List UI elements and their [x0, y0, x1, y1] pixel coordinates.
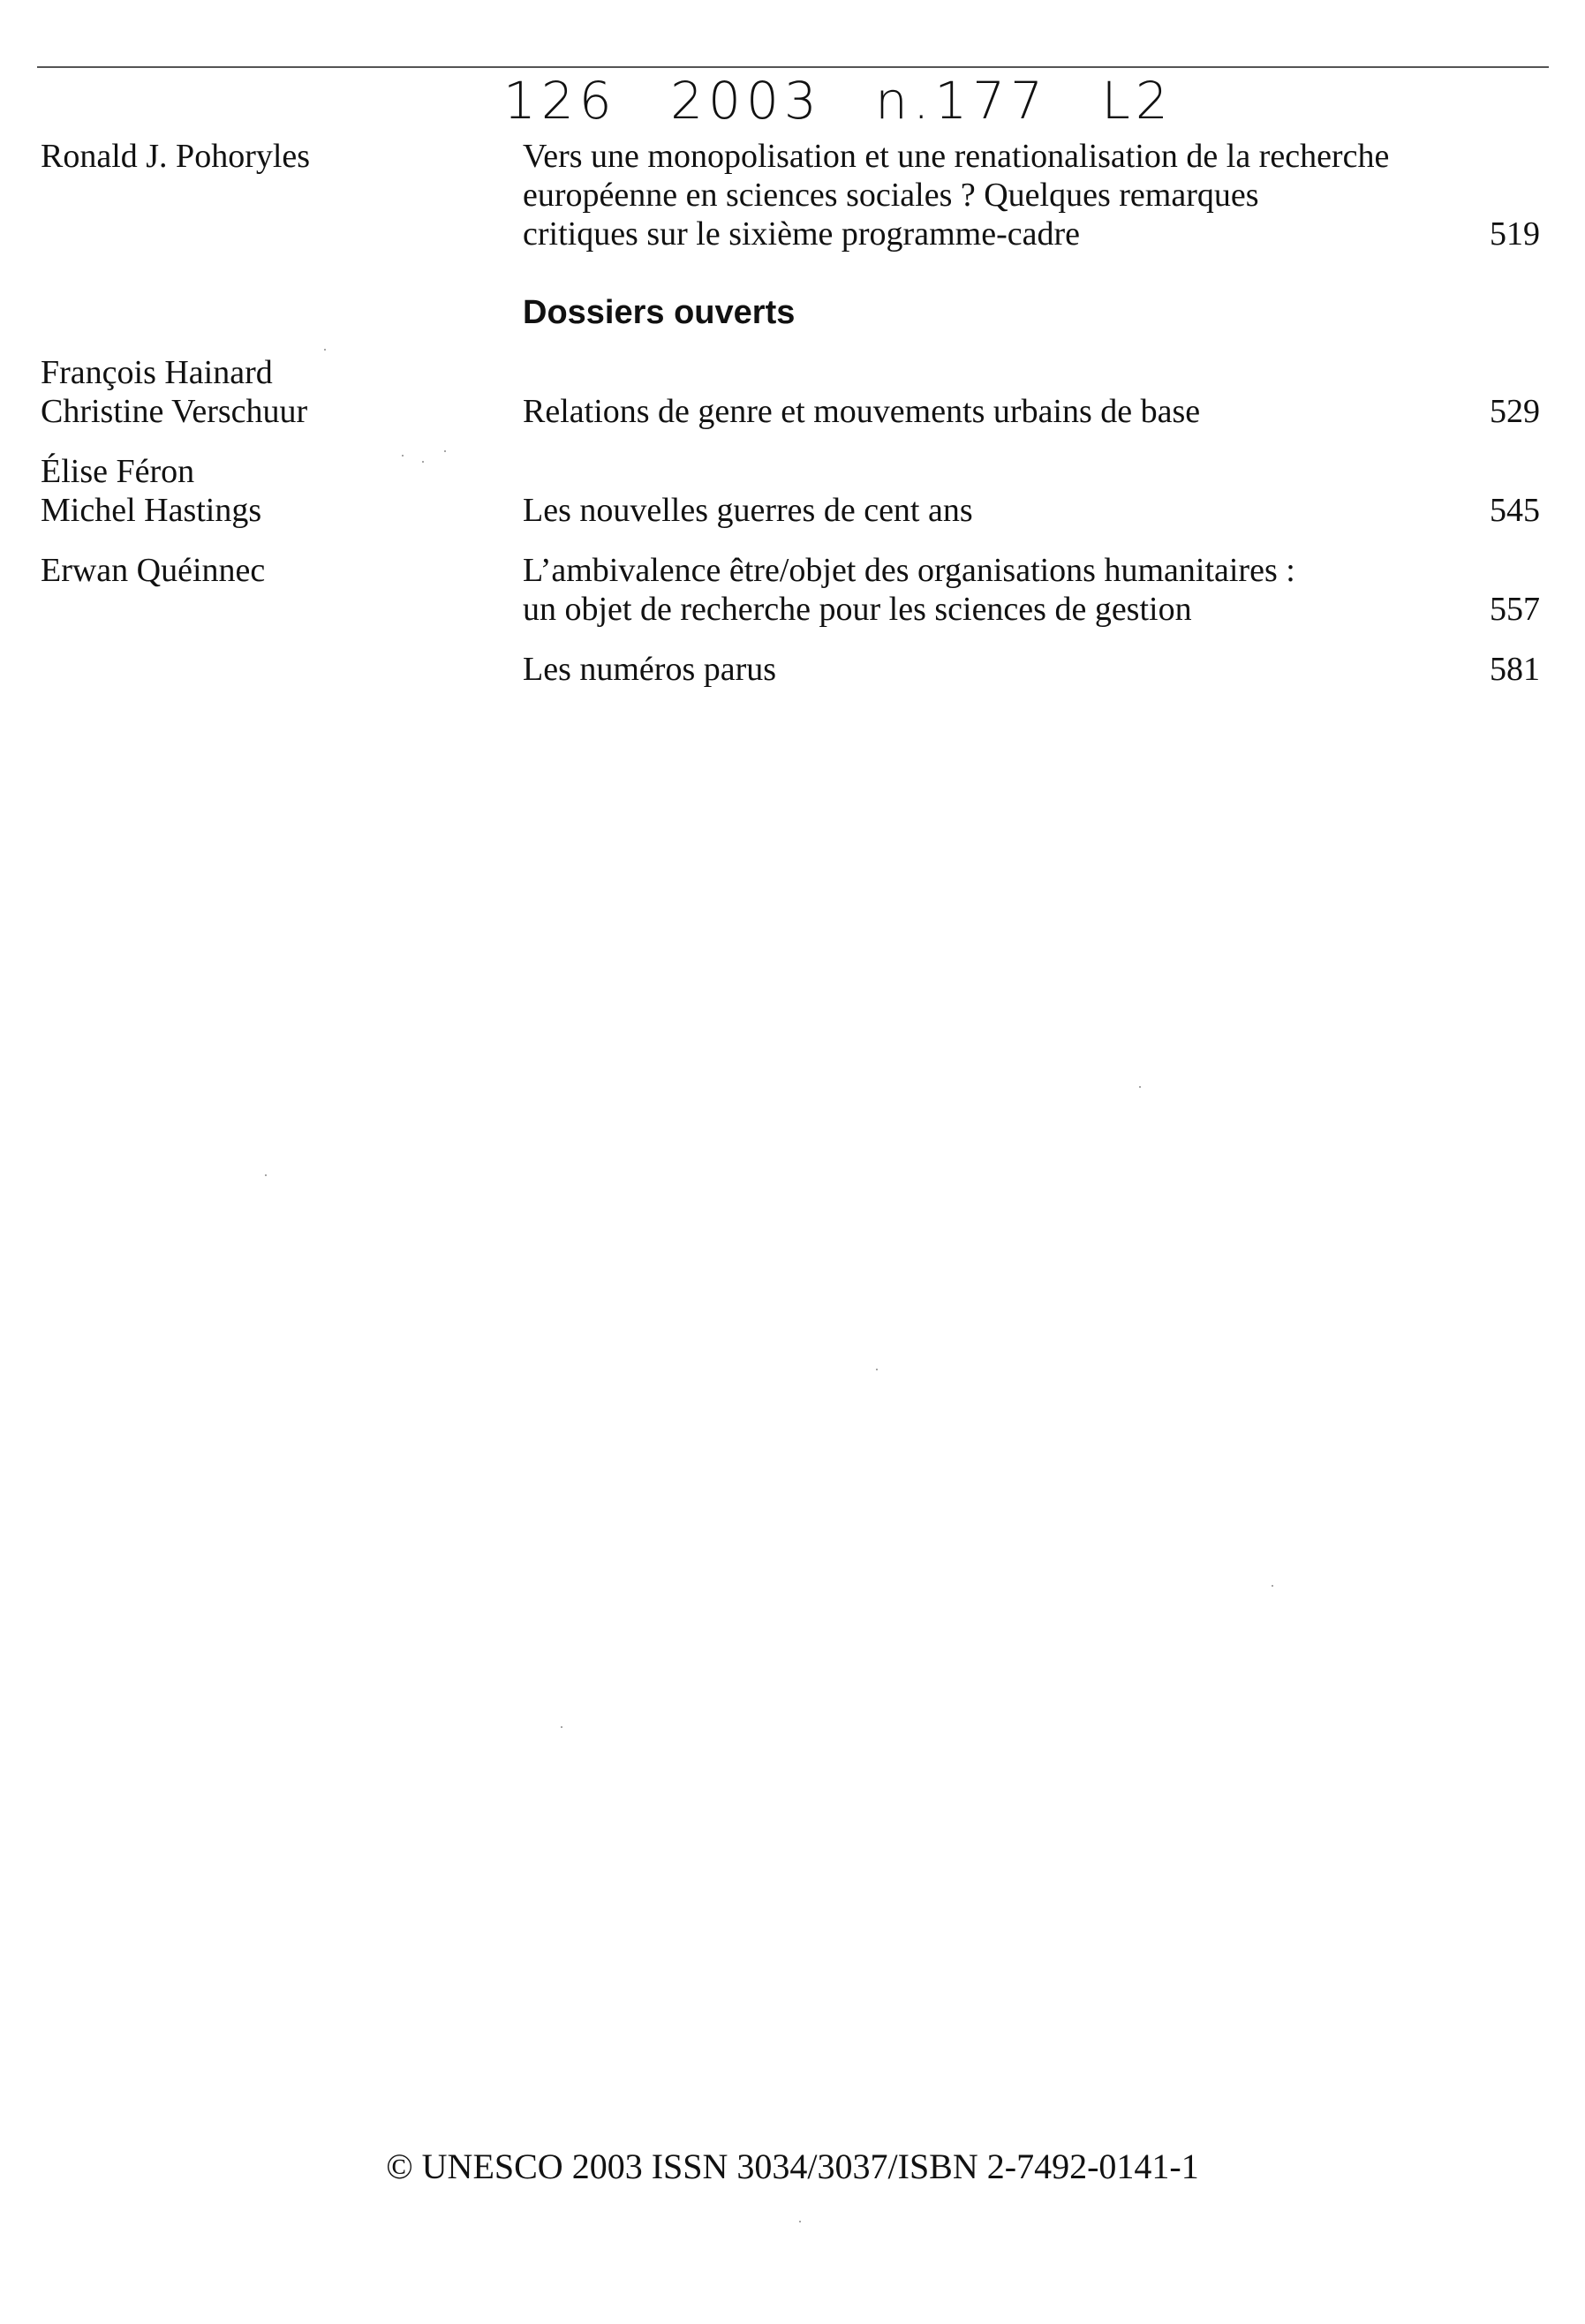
- entry-author: Christine Verschuur: [41, 393, 308, 430]
- handwritten-shelf-mark: 126 2003 n.177 L2: [503, 71, 1174, 131]
- scan-speck: [422, 461, 424, 463]
- scan-speck: [402, 455, 404, 456]
- entry-page-number: 545: [1490, 492, 1540, 529]
- entry-title-line: un objet de recherche pour les sciences de gestion: [523, 591, 1192, 628]
- scan-speck: [799, 2221, 801, 2222]
- scan-speck: [876, 1369, 878, 1370]
- entry-page-number: 557: [1490, 591, 1540, 628]
- entry-author: Élise Féron: [41, 453, 195, 490]
- entry-author: Ronald J. Pohoryles: [41, 138, 311, 175]
- entry-page-number: 581: [1490, 651, 1540, 688]
- entry-title-line: Les nouvelles guerres de cent ans: [523, 492, 973, 529]
- scan-speck: [265, 1174, 267, 1176]
- entry-title-line: L’ambivalence être/objet des organisations humanitaires :: [523, 552, 1295, 589]
- entry-title-line: Relations de genre et mouvements urbains de base: [523, 393, 1201, 430]
- entry-page-number: 519: [1490, 215, 1540, 253]
- entry-title-line: européenne en sciences sociales ? Quelques remarques: [523, 177, 1259, 214]
- section-heading: Dossiers ouverts: [523, 294, 796, 331]
- scan-speck: [444, 450, 446, 452]
- scan-speck: [561, 1726, 562, 1728]
- scan-speck: [324, 349, 326, 351]
- top-rule: [37, 66, 1549, 68]
- scan-speck: [1272, 1585, 1273, 1587]
- entry-title-line: Les numéros parus: [523, 651, 777, 688]
- entry-author: François Hainard: [41, 354, 273, 391]
- entry-author: Michel Hastings: [41, 492, 262, 529]
- scan-speck: [1139, 1086, 1141, 1088]
- entry-author: Erwan Quéinnec: [41, 552, 266, 589]
- copyright-footer: © UNESCO 2003 ISSN 3034/3037/ISBN 2-7492-0141-1: [386, 2147, 1199, 2186]
- entry-title-line: Vers une monopolisation et une renationalisation de la recherche: [523, 138, 1390, 175]
- entry-page-number: 529: [1490, 393, 1540, 430]
- entry-title-line: critiques sur le sixième programme-cadre: [523, 215, 1080, 253]
